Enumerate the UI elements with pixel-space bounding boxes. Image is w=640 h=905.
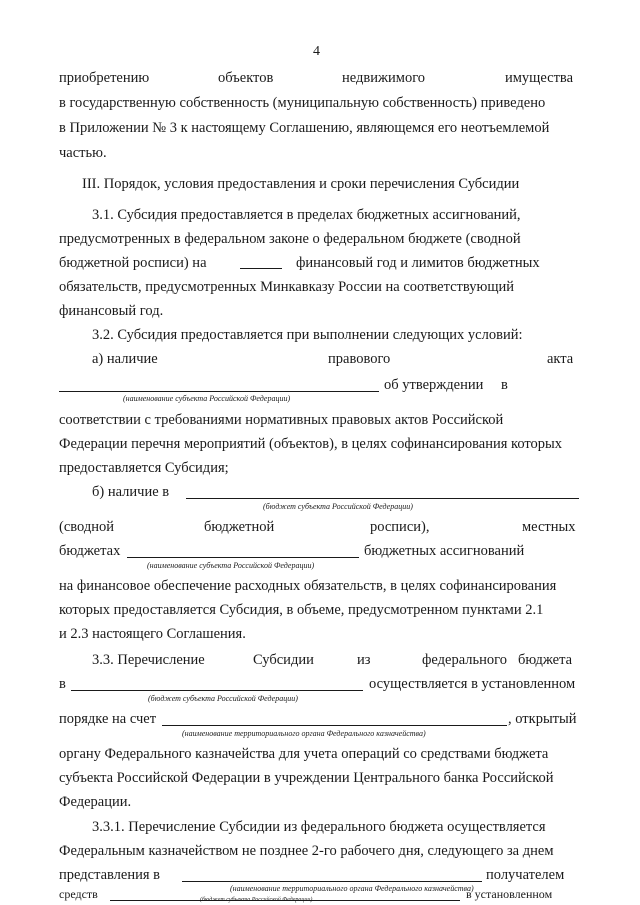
blank-line bbox=[186, 498, 579, 499]
text-line: на финансовое обеспечение расходных обязательств, в целях софинансирования bbox=[59, 578, 557, 594]
text-line: 3.3.1. Перечисление Субсидии из федерального бюджета осуществляется bbox=[92, 819, 546, 835]
text-line: 3.3. Перечисление bbox=[92, 652, 205, 668]
section-heading: III. Порядок, условия предоставления и сроки перечисления Субсидии bbox=[82, 176, 520, 192]
text-line: Субсидии bbox=[253, 652, 314, 668]
text-line: предоставляется Субсидия; bbox=[59, 460, 229, 476]
text-line: росписи), bbox=[370, 519, 430, 535]
text-line: объектов bbox=[218, 70, 274, 86]
text-line: бюджетной росписи) на bbox=[59, 255, 207, 271]
text-line: , открытый bbox=[508, 711, 577, 727]
blank-line bbox=[240, 268, 282, 269]
text-line: 3.1. Субсидия предоставляется в пределах бюджетных ассигнований, bbox=[92, 207, 521, 223]
text-line: представления в bbox=[59, 867, 161, 883]
text-line: финансовый год. bbox=[59, 303, 164, 319]
field-caption: (бюджет субъекта Российской Федерации) bbox=[263, 502, 413, 511]
text-line: органу Федерального казначейства для учета операций со средствами бюджета bbox=[59, 746, 549, 762]
text-line: средств bbox=[59, 887, 98, 901]
text-line: финансовый год и лимитов бюджетных bbox=[296, 255, 540, 271]
text-line: имущества bbox=[505, 70, 574, 86]
text-line: бюджетной bbox=[204, 519, 275, 535]
field-caption: (наименование субъекта Российской Федерации) bbox=[147, 561, 315, 570]
text-line: бюджета bbox=[518, 652, 573, 668]
text-line: в bbox=[59, 676, 66, 692]
blank-line bbox=[71, 690, 363, 691]
text-line: об утверждении bbox=[384, 377, 484, 393]
text-line: которых предоставляется Субсидия, в объеме, предусмотренном пунктами 2.1 bbox=[59, 602, 544, 618]
text-line: Федеральным казначейством не позднее 2-го рабочего дня, следующего за днем bbox=[59, 843, 554, 859]
text-line: (сводной bbox=[59, 519, 114, 535]
field-caption: (наименование территориального органа Федерального казначейства) bbox=[182, 729, 426, 738]
blank-line bbox=[127, 557, 359, 558]
field-caption: (бюджет субъекта Российской Федерации) bbox=[148, 694, 298, 703]
blank-line bbox=[59, 391, 379, 392]
text-line: субъекта Российской Федерации в учреждении Центрального банка Российской bbox=[59, 770, 554, 786]
text-line: в bbox=[501, 377, 508, 393]
text-line: обязательств, предусмотренных Минкавказу России на соответствующий bbox=[59, 279, 515, 295]
text-line: 3.2. Субсидия предоставляется при выполнении следующих условий: bbox=[92, 327, 523, 343]
text-line: бюджетных ассигнований bbox=[364, 543, 525, 559]
text-line: Федерации перечня мероприятий (объектов), в целях софинансирования которых bbox=[59, 436, 563, 452]
blank-line bbox=[162, 725, 507, 726]
text-line: правового bbox=[328, 351, 391, 367]
text-line: Федерации. bbox=[59, 794, 132, 810]
text-line: акта bbox=[547, 351, 574, 367]
text-line: порядке на счет bbox=[59, 711, 157, 727]
text-line: федерального bbox=[422, 652, 507, 668]
text-line: бюджетах bbox=[59, 543, 121, 559]
text-line: в установленном bbox=[466, 887, 553, 901]
text-line: местных bbox=[522, 519, 576, 535]
text-line: осуществляется в установленном bbox=[369, 676, 576, 692]
text-line: предусмотренных в федеральном законе о федеральном бюджете (сводной bbox=[59, 231, 521, 247]
text-line: соответствии с требованиями нормативных правовых актов Российской bbox=[59, 412, 504, 428]
text-line: приобретению bbox=[59, 70, 150, 86]
text-line: из bbox=[357, 652, 371, 668]
text-line: и 2.3 настоящего Соглашения. bbox=[59, 626, 246, 642]
text-line: частью. bbox=[59, 145, 107, 161]
text-line: недвижимого bbox=[342, 70, 426, 86]
text-line: б) наличие в bbox=[92, 484, 170, 500]
text-line: в государственную собственность (муниципальную собственность) приведено bbox=[59, 95, 546, 111]
field-caption: (бюджет субъекта Российской Федерации) bbox=[200, 897, 313, 903]
text-line: в Приложении № 3 к настоящему Соглашению, являющемся его неотъемлемой bbox=[59, 120, 550, 136]
field-caption: (наименование территориального органа Федерального казначейства) bbox=[230, 884, 474, 893]
text-line: а) наличие bbox=[92, 351, 158, 367]
text-line: получателем bbox=[486, 867, 565, 883]
field-caption: (наименование субъекта Российской Федерации) bbox=[123, 394, 291, 403]
page-number: 4 bbox=[313, 44, 320, 59]
blank-line bbox=[182, 881, 482, 882]
